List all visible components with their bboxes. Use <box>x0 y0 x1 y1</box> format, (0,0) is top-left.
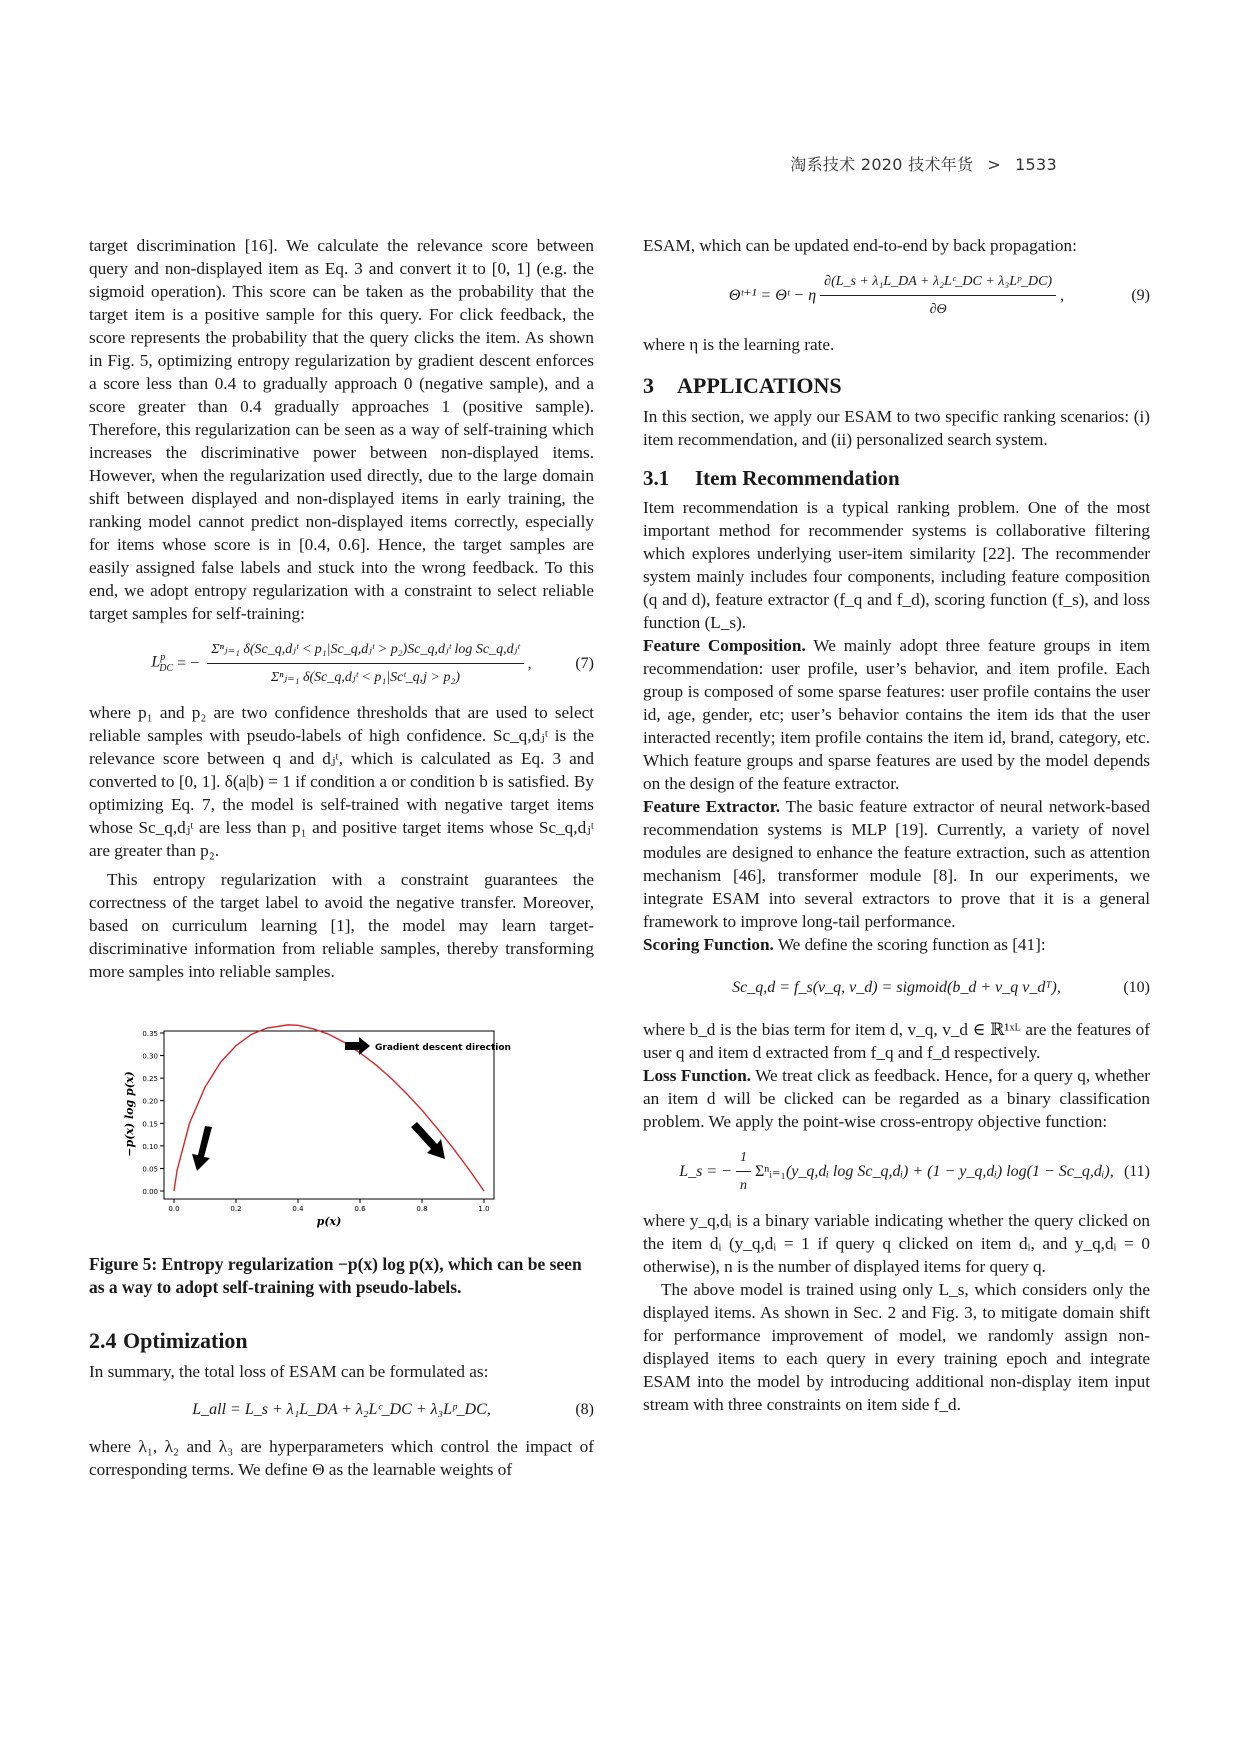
equation-8 <box>89 1389 594 1429</box>
page-header <box>790 152 1057 175</box>
eq11-body: (y_q,dᵢ log Sc_q,dᵢ) + (1 − y_q,dᵢ) log(1 − Sc_q,dᵢ), <box>785 1162 1114 1180</box>
y-tick-label: 0.30 <box>142 1052 158 1061</box>
paragraph: target discrimination [16]. We calculate the relevance score between query and non-displayed item as Eq. 3 and convert it to [0, 1] (e.g. the sigmoid operation). This score can be taken as the probability that the target item is a positive sample for this query. For click feedback, the score represents the probability that the query clicks the item. As shown in Fig. 5, optimizing entropy regularization by gradient descent enforces a score less than 0.4 to gradually approach 0 (negative sample), and a score greater than 0.4 gradually approaches 1 (positive sample). Therefore, this regularization can be seen as a way of self-training which increases the discriminative power between non-displayed items. However, when the regularization used directly, due to the large domain shift between displayed and non-displayed items in early training, the ranking model cannot predict non-displayed items correctly, especially for items whose score is in [0.4, 0.6]. Hence, the target samples are easily assigned false labels and stuck into the wrong feedback. To this end, we adopt entropy regularization with a constraint to select reliable target samples for self-training: <box>89 236 594 623</box>
eq11-sum: Σⁿᵢ₌₁ <box>754 1162 786 1180</box>
eq9-denominator: ∂Θ <box>929 301 947 317</box>
eq11-fraction: $\frac{1}{n}$ <box>736 1146 751 1197</box>
eq8-number: (8) <box>575 1400 594 1418</box>
x-tick-label: 0.2 <box>230 1205 242 1213</box>
annotation-label: Gradient descent direction <box>375 1043 511 1053</box>
eq9-comma: , <box>1060 286 1065 304</box>
x-tick-label: 0.8 <box>416 1205 428 1213</box>
paragraph: In summary, the total loss of ESAM can be formulated as: <box>89 1362 489 1381</box>
paragraph: This entropy regularization with a constraint guarantees the correctness of the target label to avoid the negative transfer. Moreover, based on curriculum learning [1], the model may learn target-discriminative information from reliable samples, thereby transforming more samples into reliable samples. <box>89 870 594 981</box>
equation-7 <box>89 631 594 695</box>
eq7-numerator: Σⁿⱼ₌₁ δ(Sc_q,dⱼᵗ < p₁|Sc_q,dⱼᵗ > p₂)Sc_q,dⱼᵗ log Sc_q,dⱼᵗ <box>207 638 523 664</box>
eq7-comma: , <box>527 654 532 672</box>
eq10-number: (10) <box>1123 978 1150 996</box>
paragraph: Feature Composition. We mainly adopt three feature groups in item recommendation: user profile, user’s behavior, and item profile. Each group is composed of some sparse features: user profile contains the user id, age, gender, etc; user’s behavior contains the item ids that the user interacted recently; item profile contains the item id, brand, category, etc. Which feature groups and sparse features are used by the model depends on the design of the feature extractor. <box>643 636 1150 793</box>
eq7-fraction <box>207 638 523 689</box>
y-tick-label: 0.10 <box>142 1142 158 1151</box>
eq7-lhs: $L^p_{DC}$ <box>151 652 174 674</box>
eq9-number: (9) <box>1131 286 1150 304</box>
paragraph: where η is the learning rate. <box>643 335 835 354</box>
x-tick-label: 1.0 <box>478 1205 490 1213</box>
equation-11 <box>643 1139 1150 1203</box>
eq7-equals: = − <box>177 654 200 672</box>
equation-10 <box>643 962 1150 1012</box>
y-tick-label: 0.15 <box>142 1120 158 1129</box>
figure-5 <box>89 1023 594 1233</box>
paragraph: The above model is trained using only L_s, which considers only the displayed items. As shown in Sec. 2 and Fig. 3, to mitigate domain shift for performance improvement of model, we randomly assign non-displayed items to each query in every training epoch and integrate ESAM into the model by introducing additional non-display item input stream with three constraints on item side f_d. <box>643 1280 1150 1414</box>
paragraph: where λ₁, λ₂ and λ₃ are hyperparameters which control the impact of corresponding terms. We define Θ as the learnable weights of <box>89 1437 594 1479</box>
paragraph: In this section, we apply our ESAM to two specific ranking scenarios: (i) item recommendation, and (ii) personalized search system. <box>643 407 1150 449</box>
gradient-arrow-icon <box>345 1037 370 1055</box>
eq9-lhs: Θᵗ⁺¹ = Θᵗ − η <box>728 286 817 304</box>
y-tick-label: 0.00 <box>142 1188 158 1196</box>
y-tick-label: 0.05 <box>142 1165 158 1174</box>
paragraph: where p₁ and p₂ are two confidence thresholds that are used to select reliable samples with pseudo-labels of high confidence. Sc_q,dⱼᵗ is the relevance score between q and dⱼᵗ, which is calculated as Eq. 3 and converted to [0, 1]. δ(a|b) = 1 if condition a or condition b is satisfied. By optimizing Eq. 7, the model is self-trained with negative target items whose Sc_q,dⱼᵗ are less than p₁ and positive target items whose Sc_q,dⱼᵗ are greater than p₂. <box>89 703 594 860</box>
eq8-body: L_all = L_s + λ₁L_DA + λ₂Lᶜ_DC + λ₃Lᵖ_DC, <box>192 1400 491 1418</box>
subsection-heading: 3.1 Item Recommendation <box>643 466 900 490</box>
entropy-chart <box>89 1023 594 1233</box>
down-arrow-right-icon <box>411 1122 445 1159</box>
eq9-fraction <box>820 270 1056 321</box>
x-axis-label: p(x) <box>316 1215 342 1228</box>
run-in-heading: Feature Composition. <box>643 636 806 655</box>
paragraph: where b_d is the bias term for item d, v_q, v_d ∈ ℝ¹ˣᴸ are the features of user q and item d extracted from f_q and f_d respectively. <box>643 1020 1150 1062</box>
page-number: 1533 <box>1015 155 1057 174</box>
paragraph: Feature Extractor. The basic feature extractor of neural network-based recommendation systems is MLP [19]. Currently, a variety of novel modules are designed to enhance the feature extraction, such as attention mechanism [46], transformer module [8]. In our experiments, we integrate ESAM into several extractors to prove that it is a general framework to improve long-tail performance. <box>643 797 1151 931</box>
paragraph: Item recommendation is a typical ranking problem. One of the most important method for recommender systems is collaborative filtering which explores underlying user-item similarity [22]. The recommender system mainly includes four components, including feature composition (q and d), feature extractor (f_q and f_d), scoring function (f_s), and loss function (L_s). <box>643 498 1150 632</box>
y-tick-label: 0.35 <box>142 1030 158 1038</box>
eq10-body: Sc_q,d = f_s(v_q, v_d) = sigmoid(b_d + v_q v_dᵀ), <box>732 978 1061 996</box>
left-column <box>89 234 594 1481</box>
y-tick-label: 0.20 <box>142 1097 158 1106</box>
paragraph: where y_q,dᵢ is a binary variable indicating whether the query clicked on the item dᵢ (y_q,dᵢ = 1 if query q clicked on item dᵢ, and y_q,dᵢ = 0 otherwise), n is the number of displayed items for query q. <box>643 1211 1150 1276</box>
y-tick-label: 0.25 <box>142 1075 158 1084</box>
run-in-heading: Loss Function. <box>643 1066 752 1085</box>
right-column <box>643 234 1150 1416</box>
equation-9 <box>643 263 1150 327</box>
x-tick-label: 0.0 <box>168 1205 180 1213</box>
y-axis-label: −p(x) log p(x) <box>123 1071 136 1157</box>
paragraph: Scoring Function. We define the scoring function as [41]: <box>643 935 1046 954</box>
eq11-lhs: L_s = − <box>679 1162 732 1180</box>
down-arrow-left-icon <box>192 1126 212 1171</box>
figure-caption: Figure 5: Entropy regularization −p(x) log p(x), which can be seen as a way to adopt self-training with pseudo-labels. <box>89 1254 582 1297</box>
eq7-denominator: Σⁿⱼ₌₁ δ(Sc_q,dⱼᵗ < p₁|Scᵗ_q,j > p₂) <box>270 669 461 685</box>
section-heading: 3 APPLICATIONS <box>643 373 842 398</box>
publication-title: 淘系技术 2020 技术年货 <box>790 155 974 174</box>
x-tick-label: 0.6 <box>354 1205 366 1213</box>
plot-frame <box>164 1031 494 1199</box>
eq7-number: (7) <box>575 654 594 672</box>
paragraph: Loss Function. We treat click as feedback. Hence, for a query q, whether an item d will be clicked can be regarded as a binary classification problem. We apply the point-wise cross-entropy objective function: <box>643 1066 1150 1131</box>
x-tick-label: 0.4 <box>292 1205 304 1213</box>
eq9-numerator: ∂(L_s + λ₁L_DA + λ₂Lᶜ_DC + λ₃Lᵖ_DC) <box>820 270 1056 296</box>
header-separator: > <box>987 155 1002 174</box>
eq11-number: (11) <box>1123 1162 1150 1180</box>
section-heading: 2.4 Optimization <box>89 1328 248 1353</box>
run-in-heading: Scoring Function. <box>643 935 774 954</box>
paragraph: ESAM, which can be updated end-to-end by back propagation: <box>643 236 1077 255</box>
run-in-heading: Feature Extractor. <box>643 797 781 816</box>
